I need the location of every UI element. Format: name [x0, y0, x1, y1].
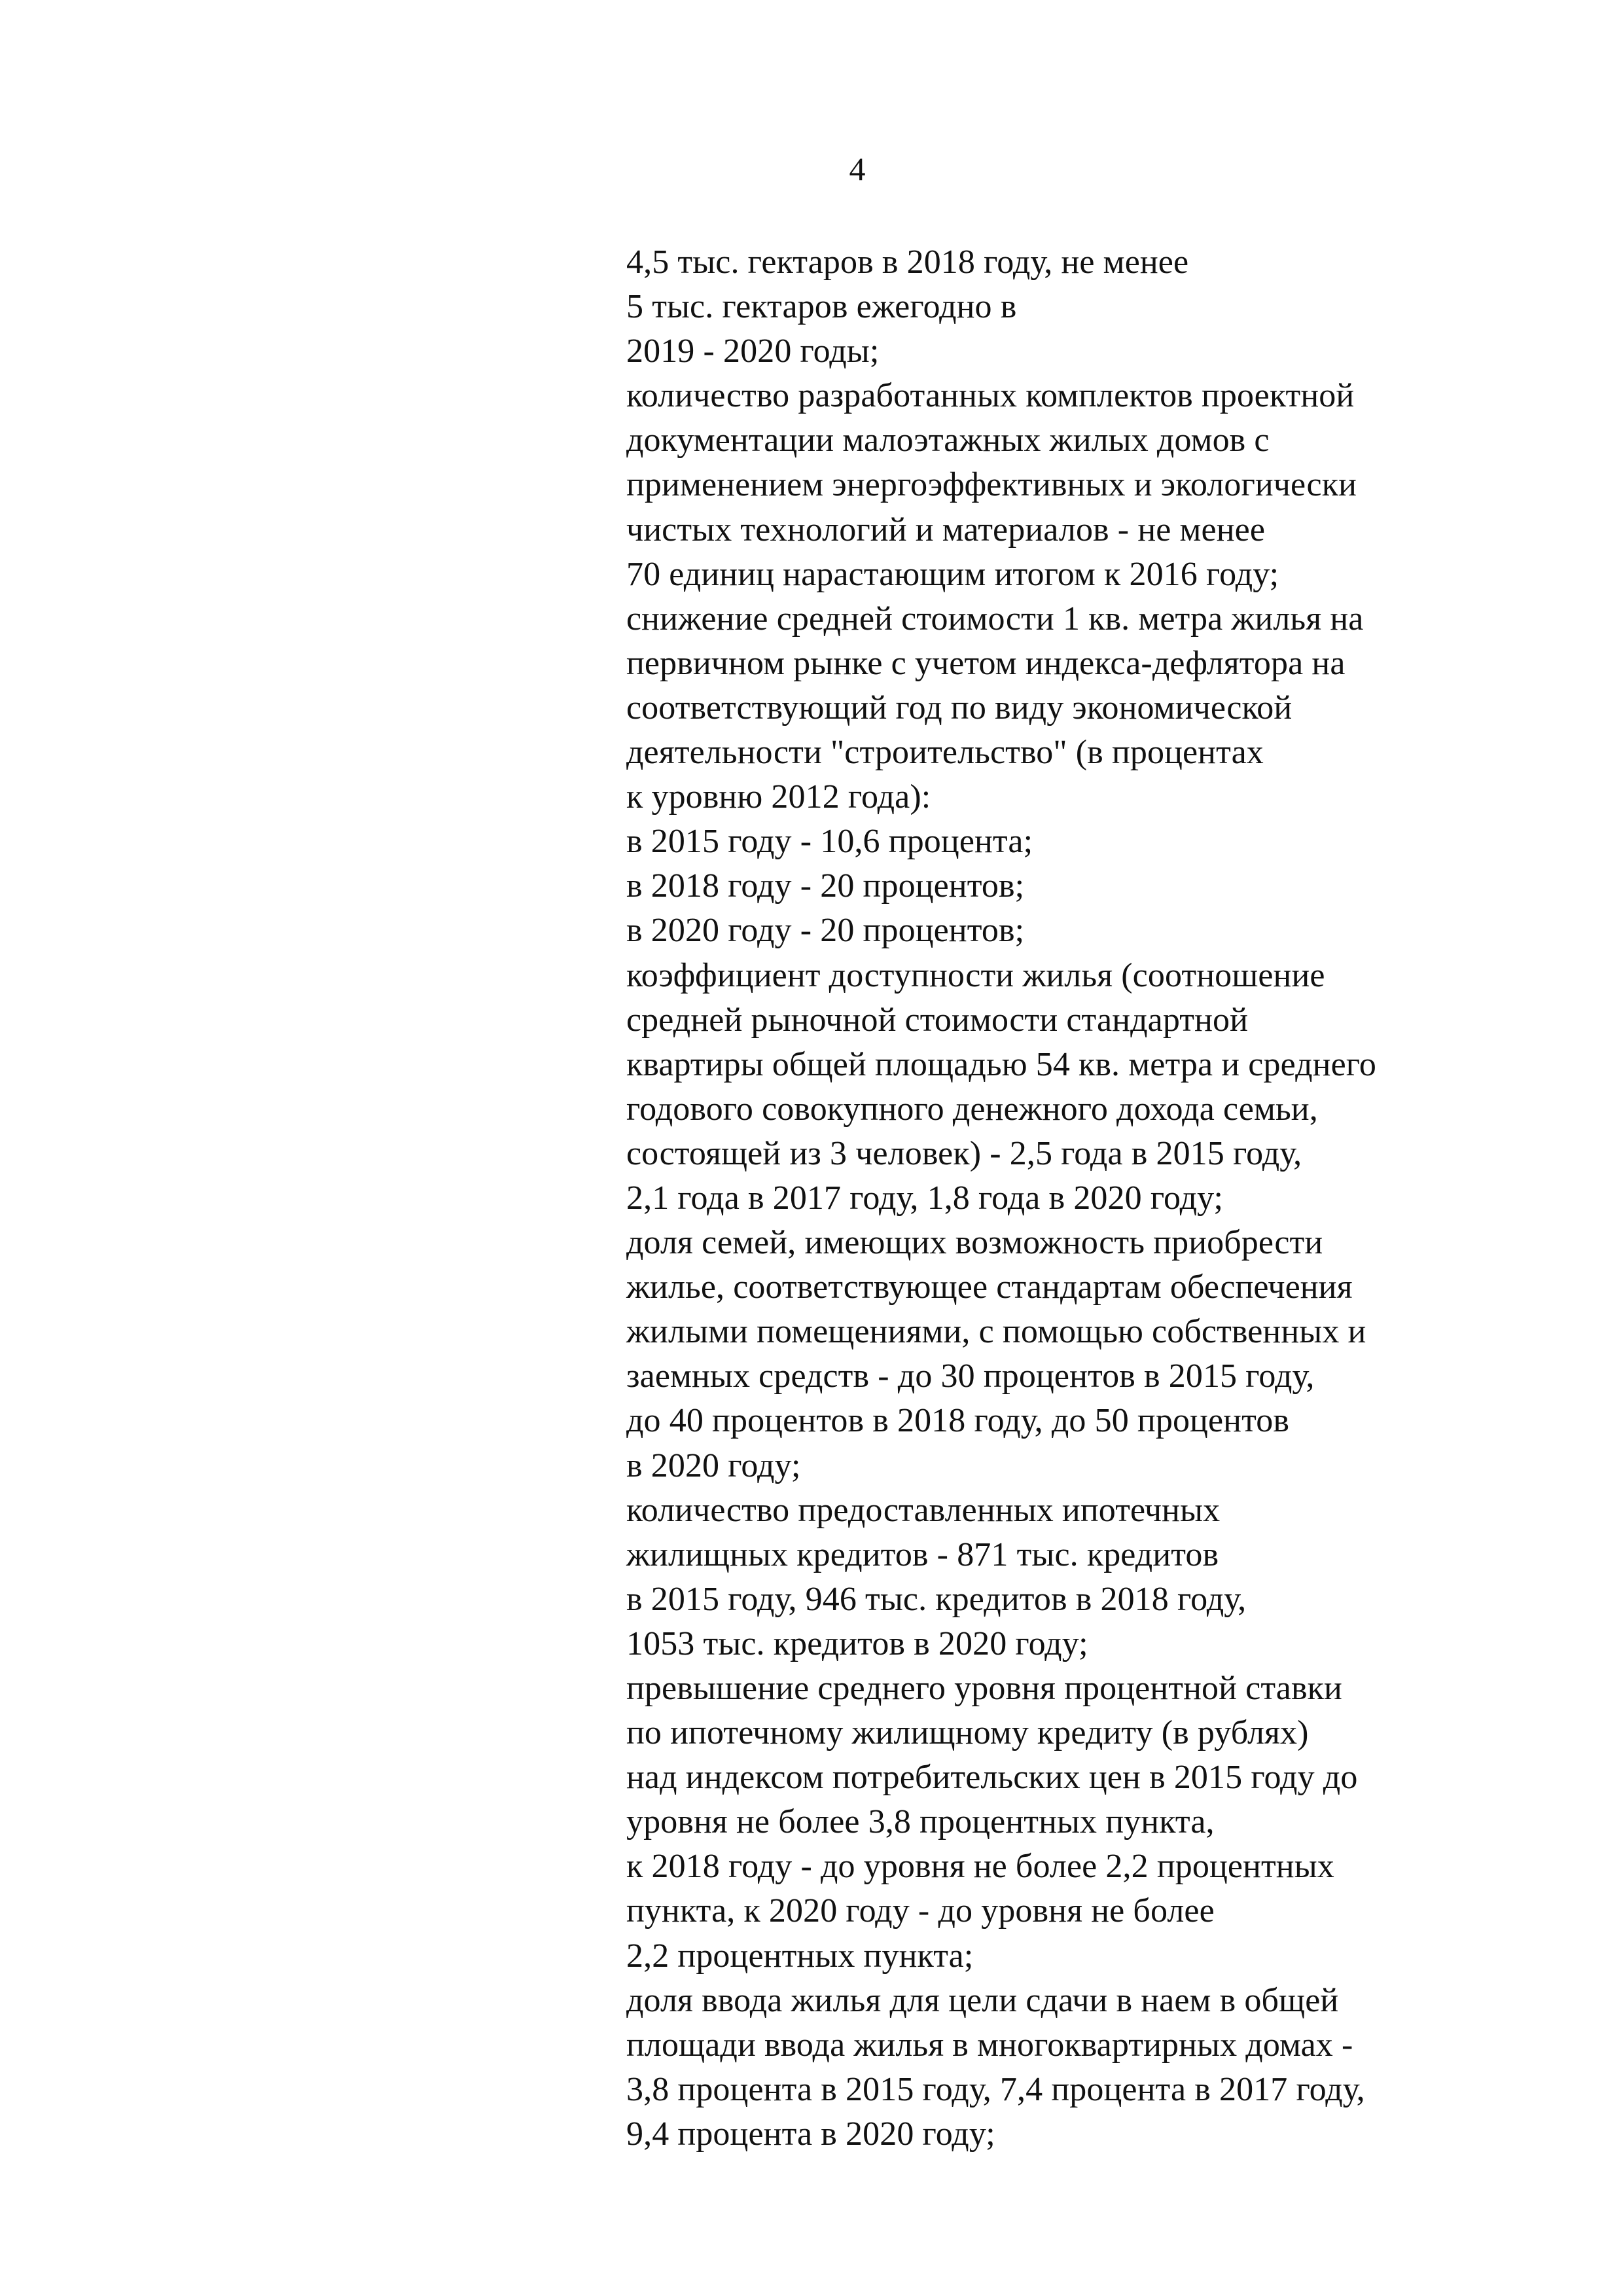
text-line: 2,1 года в 2017 году, 1,8 года в 2020 году;	[626, 1179, 1224, 1217]
text-line: соответствующий год по виду экономической	[626, 689, 1293, 726]
document-body	[626, 240, 1556, 2157]
text-line: до 40 процентов в 2018 году, до 50 процентов	[626, 1402, 1289, 1440]
text-line: первичном рынке с учетом индекса-дефлятора на	[626, 644, 1346, 682]
text-line: 5 тыс. гектаров ежегодно в	[626, 288, 1017, 326]
text-line: уровня не более 3,8 процентных пункта,	[626, 1803, 1215, 1841]
page-number: 4	[849, 151, 866, 187]
text-line: превышение среднего уровня процентной ставки	[626, 1670, 1342, 1707]
text-line: количество предоставленных ипотечных	[626, 1491, 1221, 1529]
text-line: 70 единиц нарастающим итогом к 2016 году;	[626, 555, 1279, 593]
text-line: к 2018 году - до уровня не более 2,2 процентных	[626, 1848, 1334, 1886]
text-line: доля ввода жилья для цели сдачи в наем в общей	[626, 1981, 1339, 2019]
text-line: 1053 тыс. кредитов в 2020 году;	[626, 1624, 1088, 1662]
text-line: в 2015 году, 946 тыс. кредитов в 2018 году,	[626, 1580, 1247, 1618]
text-line: применением энергоэффективных и экологически	[626, 466, 1357, 504]
text-line: чистых технологий и материалов - не менее	[626, 511, 1266, 548]
text-line: в 2020 году - 20 процентов;	[626, 912, 1025, 950]
text-line: снижение средней стоимости 1 кв. метра жилья на	[626, 600, 1364, 637]
text-line: в 2018 году - 20 процентов;	[626, 867, 1025, 905]
text-line: коэффициент доступности жилья (соотношение	[626, 956, 1325, 994]
text-line: количество разработанных комплектов проектной	[626, 377, 1355, 415]
text-line: состоящей из 3 человек) - 2,5 года в 2015 году,	[626, 1134, 1302, 1172]
text-line: 2019 - 2020 годы;	[626, 332, 880, 370]
text-line: 2,2 процентных пункта;	[626, 1937, 974, 1975]
text-line: жилье, соответствующее стандартам обеспечения	[626, 1268, 1353, 1306]
text-line: площади ввода жилья в многоквартирных домах -	[626, 2026, 1353, 2064]
text-line: жилищных кредитов - 871 тыс. кредитов	[626, 1535, 1219, 1573]
text-line: жилыми помещениями, с помощью собственных и	[626, 1313, 1366, 1351]
text-line: в 2020 году;	[626, 1446, 801, 1484]
text-line: пункта, к 2020 году - до уровня не более	[626, 1892, 1215, 1930]
text-line: 3,8 процента в 2015 году, 7,4 процента в 2017 году,	[626, 2070, 1365, 2108]
text-line: доля семей, имеющих возможность приобрести	[626, 1224, 1323, 1262]
text-line: годового совокупного денежного дохода семьи,	[626, 1090, 1318, 1128]
text-line: средней рыночной стоимости стандартной	[626, 1001, 1249, 1039]
text-line: 9,4 процента в 2020 году;	[626, 2115, 995, 2153]
text-line: деятельности "строительство" (в процентах	[626, 734, 1264, 772]
text-line: к уровню 2012 года):	[626, 778, 931, 816]
text-line: заемных средств - до 30 процентов в 2015 году,	[626, 1357, 1315, 1395]
text-line: в 2015 году - 10,6 процента;	[626, 823, 1033, 861]
text-line: по ипотечному жилищному кредиту (в рублях)	[626, 1714, 1309, 1752]
text-line: над индексом потребительских цен в 2015 году до	[626, 1759, 1358, 1797]
text-line: 4,5 тыс. гектаров в 2018 году, не менее	[626, 243, 1189, 281]
text-line: квартиры общей площадью 54 кв. метра и среднего	[626, 1045, 1376, 1083]
text-line: документации малоэтажных жилых домов с	[626, 422, 1270, 459]
